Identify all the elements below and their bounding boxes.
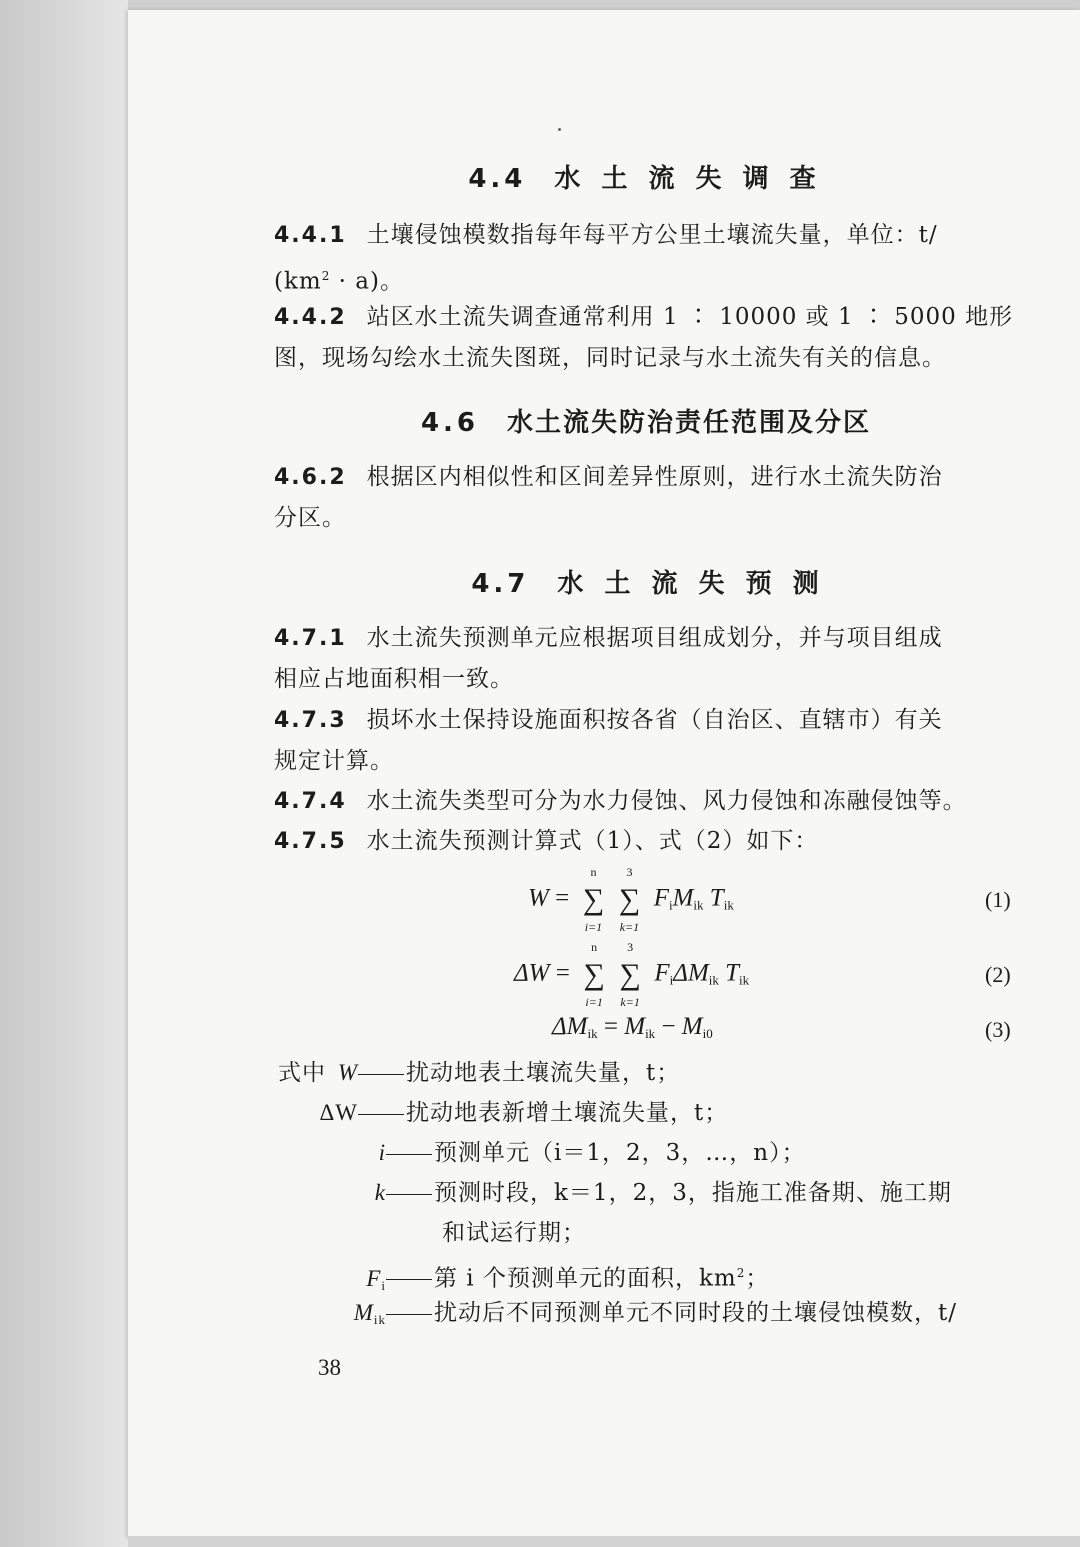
clause-number: 4.7.5 bbox=[274, 829, 347, 854]
section-number: 4.7 bbox=[471, 569, 530, 599]
definition-item bbox=[250, 1053, 680, 1093]
sum-lower: i=1 bbox=[584, 920, 603, 934]
formula-2: ΔW = ∑ n i=1 ∑ 3 k=1 $F_i\Delta M_{ik}$ $T_{ik}$ bbox=[514, 940, 750, 1009]
formula-3: $\Delta M_{ik} = M_{ik} - M_{i0}$ bbox=[552, 1013, 713, 1041]
formula-lhs-sub: ik bbox=[587, 1026, 598, 1041]
sum-upper: n bbox=[591, 940, 598, 954]
clause-text: 站区水土流失调查通常利用 1 ∶ 10000 或 1 ∶ 5000 地形 bbox=[366, 304, 1014, 330]
definition-item bbox=[250, 1093, 728, 1133]
equation-number-2: (2) bbox=[985, 962, 1011, 987]
term-m1-sub: ik bbox=[645, 1026, 656, 1041]
clause-number: 4.4.1 bbox=[274, 223, 347, 248]
definition-symbol-main: M bbox=[353, 1300, 374, 1325]
sum-upper: 3 bbox=[626, 865, 633, 879]
sum-lower: k=1 bbox=[620, 995, 640, 1009]
clause-text-cont: 相应占地面积相一致。 bbox=[274, 666, 514, 692]
definition-symbol: k bbox=[374, 1180, 386, 1205]
definition-text: 扰动后不同预测单元不同时段的土壤侵蚀模数，t/ bbox=[434, 1300, 957, 1326]
section-title: 水土流失防治责任范围及分区 bbox=[507, 408, 872, 438]
scan-border-left bbox=[0, 0, 128, 1547]
term-f-sub: i bbox=[668, 897, 673, 913]
definition-symbol-main: F bbox=[366, 1265, 382, 1291]
clause-text: 根据区内相似性和区间差异性原则，进行水土流失防治 bbox=[366, 464, 943, 490]
sum-symbol: ∑ 3 k=1 bbox=[612, 958, 648, 992]
term-t-sub: ik bbox=[739, 972, 750, 988]
term-f: F bbox=[653, 884, 669, 912]
clause-4-7-5 bbox=[274, 821, 1024, 862]
formula-1: W = ∑ n i=1 ∑ 3 k=1 $F_iM_{ik}$ $T_{ik}$ bbox=[528, 865, 734, 934]
definition-symbol: W bbox=[337, 1060, 358, 1085]
clause-text-cont: 规定计算。 bbox=[274, 748, 394, 774]
formula-lhs: ΔW bbox=[514, 959, 550, 987]
definition-symbol bbox=[278, 1293, 386, 1340]
definition-text-cont: 和试运行期； bbox=[442, 1220, 586, 1246]
clause-text: 水土流失预测单元应根据项目组成划分，并与项目组成 bbox=[366, 625, 943, 651]
sum-symbol: ∑ 3 k=1 bbox=[611, 883, 647, 917]
superscript: 2 bbox=[736, 1266, 746, 1280]
equation-number-1: (1) bbox=[985, 887, 1011, 912]
definition-text: 第 i 个预测单元的面积，km bbox=[434, 1265, 737, 1292]
definition-text-end: ； bbox=[745, 1265, 770, 1292]
definition-symbol-sub: ik bbox=[373, 1312, 386, 1327]
clause-text: 损坏水土保持设施面积按各省（自治区、直辖市）有关 bbox=[366, 707, 943, 733]
page-number: 38 bbox=[318, 1355, 341, 1380]
definition-text: 预测单元（i＝1，2，3，…，n）； bbox=[434, 1140, 806, 1166]
sum-lower: k=1 bbox=[619, 920, 640, 934]
clause-number: 4.7.3 bbox=[274, 708, 347, 733]
sum-lower: i=1 bbox=[585, 995, 603, 1009]
clause-text-cont: 分区。 bbox=[274, 505, 346, 531]
scan-speck bbox=[558, 128, 561, 131]
sum-upper: n bbox=[590, 865, 597, 879]
equation-number-3: (3) bbox=[985, 1017, 1011, 1042]
clause-text-unit-end: · a)。 bbox=[330, 268, 404, 295]
section-heading-4-6 bbox=[421, 402, 871, 439]
term-t-sub: ik bbox=[723, 897, 734, 913]
definition-text: 扰动地表新增土壤流失量，t； bbox=[406, 1100, 729, 1126]
term-m-sub: ik bbox=[708, 972, 719, 988]
clause-text-unit: (km bbox=[274, 268, 322, 295]
definition-dash bbox=[386, 1279, 432, 1280]
clause-text-cont: 图，现场勾绘水土流失图斑，同时记录与水土流失有关的信息。 bbox=[274, 345, 946, 371]
section-title: 水 土 流 失 调 查 bbox=[554, 164, 822, 194]
definition-item bbox=[278, 1133, 806, 1173]
definition-dash bbox=[386, 1194, 432, 1195]
clause-text: 土壤侵蚀模数指每年每平方公里土壤流失量，单位：t/ bbox=[366, 222, 938, 248]
definition-symbol-sub: i bbox=[381, 1277, 386, 1293]
term-m2: M bbox=[681, 1013, 703, 1040]
definition-symbol: i bbox=[378, 1140, 386, 1165]
definition-symbol: ΔW bbox=[319, 1100, 358, 1125]
term-t: T bbox=[709, 884, 724, 912]
definition-dash bbox=[358, 1114, 404, 1115]
term-f-sub: i bbox=[669, 972, 674, 988]
section-heading-4-7 bbox=[471, 563, 824, 600]
clause-text: 水土流失预测计算式（1）、式（2）如下： bbox=[366, 828, 819, 854]
sum-upper: 3 bbox=[627, 940, 634, 954]
term-t: T bbox=[725, 959, 740, 987]
clause-number: 4.6.2 bbox=[274, 465, 347, 490]
sum-symbol: ∑ n i=1 bbox=[576, 958, 612, 992]
definition-dash bbox=[386, 1314, 432, 1315]
sum-symbol: ∑ n i=1 bbox=[575, 883, 611, 917]
definition-dash bbox=[358, 1074, 404, 1075]
term-m: ΔM bbox=[673, 959, 709, 987]
term-m: M bbox=[672, 884, 694, 912]
scan-border-bottom bbox=[128, 1536, 1080, 1547]
clause-text: 水土流失类型可分为水力侵蚀、风力侵蚀和冻融侵蚀等。 bbox=[366, 788, 967, 814]
section-heading-4-4 bbox=[468, 158, 821, 195]
term-m2-sub: i0 bbox=[702, 1026, 713, 1041]
formula-lhs: W bbox=[528, 884, 549, 912]
clause-number: 4.7.1 bbox=[274, 626, 347, 651]
clause-4-6-2 bbox=[274, 457, 1024, 539]
definition-item bbox=[278, 1293, 957, 1340]
clause-4-7-4 bbox=[274, 781, 1024, 822]
definition-item bbox=[278, 1173, 952, 1213]
section-title: 水 土 流 失 预 测 bbox=[557, 569, 825, 599]
term-f: F bbox=[654, 959, 670, 987]
term-m1: M bbox=[624, 1013, 646, 1040]
definition-text: 预测时段，k＝1，2，3，指施工准备期、施工期 bbox=[434, 1180, 952, 1206]
definitions-intro: 式中 bbox=[278, 1060, 326, 1086]
section-number: 4.6 bbox=[420, 408, 480, 438]
formula-lhs: ΔM bbox=[552, 1013, 588, 1040]
clause-4-4-1 bbox=[274, 215, 1024, 303]
superscript: 2 bbox=[321, 269, 331, 283]
term-m-sub: ik bbox=[693, 897, 704, 913]
clause-number: 4.4.2 bbox=[274, 305, 347, 330]
clause-4-4-2 bbox=[274, 297, 1024, 379]
definition-text: 扰动地表土壤流失量，t； bbox=[406, 1060, 681, 1086]
clause-number: 4.7.4 bbox=[274, 789, 347, 814]
definition-dash bbox=[386, 1154, 432, 1155]
clause-4-7-1 bbox=[274, 618, 1024, 700]
section-number: 4.4 bbox=[468, 164, 527, 194]
clause-4-7-3 bbox=[274, 700, 1024, 782]
